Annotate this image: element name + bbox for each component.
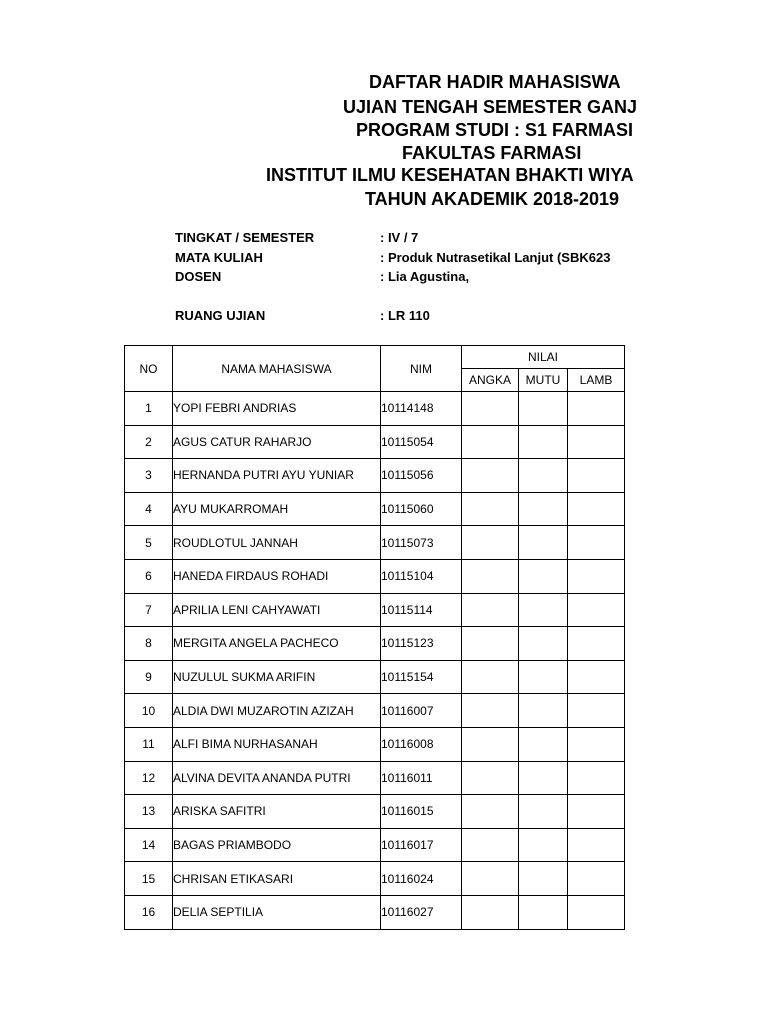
nilai-mutu-cell[interactable] bbox=[519, 459, 568, 493]
nilai-lamb-cell[interactable] bbox=[568, 828, 625, 862]
title-line-3: PROGRAM STUDI : S1 FARMASI bbox=[356, 120, 634, 140]
nilai-angka-cell[interactable] bbox=[462, 526, 519, 560]
exam-info bbox=[0, 0, 768, 340]
nilai-lamb-cell[interactable] bbox=[568, 459, 625, 493]
row-number: 10 bbox=[125, 694, 173, 728]
student-name: HANEDA FIRDAUS ROHADI bbox=[173, 559, 381, 593]
row-number: 14 bbox=[125, 828, 173, 862]
table-row bbox=[125, 727, 625, 761]
table-row bbox=[125, 627, 625, 661]
table-row bbox=[125, 761, 625, 795]
matkul-label: MATA KULIAH bbox=[175, 250, 263, 265]
nilai-angka-cell[interactable] bbox=[462, 425, 519, 459]
nilai-angka-cell[interactable] bbox=[462, 828, 519, 862]
student-name: BAGAS PRIAMBODO bbox=[173, 828, 381, 862]
table-row bbox=[125, 392, 625, 426]
nilai-lamb-cell[interactable] bbox=[568, 795, 625, 829]
table-row bbox=[125, 492, 625, 526]
nilai-angka-cell[interactable] bbox=[462, 492, 519, 526]
row-number: 15 bbox=[125, 862, 173, 896]
student-name: AGUS CATUR RAHARJO bbox=[173, 425, 381, 459]
student-nim: 10116007 bbox=[381, 694, 462, 728]
student-nim: 10114148 bbox=[381, 392, 462, 426]
nilai-mutu-cell[interactable] bbox=[519, 593, 568, 627]
table-row bbox=[125, 862, 625, 896]
student-name: HERNANDA PUTRI AYU YUNIAR bbox=[173, 459, 381, 493]
nilai-angka-cell[interactable] bbox=[462, 459, 519, 493]
student-name: NUZULUL SUKMA ARIFIN bbox=[173, 660, 381, 694]
title-line-6: TAHUN AKADEMIK 2018-2019 bbox=[365, 189, 620, 209]
header-mutu: MUTU bbox=[519, 369, 568, 392]
student-nim: 10116008 bbox=[381, 727, 462, 761]
row-number: 16 bbox=[125, 895, 173, 929]
nilai-mutu-cell[interactable] bbox=[519, 392, 568, 426]
header-no: NO bbox=[125, 346, 173, 392]
table-row bbox=[125, 559, 625, 593]
student-nim: 10115073 bbox=[381, 526, 462, 560]
nilai-mutu-cell[interactable] bbox=[519, 795, 568, 829]
nilai-mutu-cell[interactable] bbox=[519, 559, 568, 593]
nilai-lamb-cell[interactable] bbox=[568, 694, 625, 728]
row-number: 1 bbox=[125, 392, 173, 426]
student-nim: 10116027 bbox=[381, 895, 462, 929]
student-nim: 10116024 bbox=[381, 862, 462, 896]
nilai-lamb-cell[interactable] bbox=[568, 526, 625, 560]
row-number: 3 bbox=[125, 459, 173, 493]
nilai-mutu-cell[interactable] bbox=[519, 492, 568, 526]
student-nim: 10115056 bbox=[381, 459, 462, 493]
student-name: ARISKA SAFITRI bbox=[173, 795, 381, 829]
nilai-angka-cell[interactable] bbox=[462, 392, 519, 426]
title-line-1: DAFTAR HADIR MAHASISWA bbox=[369, 72, 621, 92]
row-number: 4 bbox=[125, 492, 173, 526]
matkul-value: : Produk Nutrasetikal Lanjut (SBK623 bbox=[380, 250, 611, 265]
nilai-mutu-cell[interactable] bbox=[519, 727, 568, 761]
table-row bbox=[125, 593, 625, 627]
tingkat-label: TINGKAT / SEMESTER bbox=[175, 230, 315, 245]
student-name: MERGITA ANGELA PACHECO bbox=[173, 627, 381, 661]
nilai-lamb-cell[interactable] bbox=[568, 492, 625, 526]
nilai-mutu-cell[interactable] bbox=[519, 862, 568, 896]
nilai-lamb-cell[interactable] bbox=[568, 895, 625, 929]
nilai-mutu-cell[interactable] bbox=[519, 425, 568, 459]
row-number: 9 bbox=[125, 660, 173, 694]
dosen-label: DOSEN bbox=[175, 269, 222, 284]
nilai-lamb-cell[interactable] bbox=[568, 627, 625, 661]
student-name: AYU MUKARROMAH bbox=[173, 492, 381, 526]
student-name: DELIA SEPTILIA bbox=[173, 895, 381, 929]
table-row bbox=[125, 526, 625, 560]
table-row bbox=[125, 694, 625, 728]
header-angka: ANGKA bbox=[462, 369, 519, 392]
row-number: 11 bbox=[125, 727, 173, 761]
attendance-table bbox=[124, 345, 625, 930]
student-nim: 10116015 bbox=[381, 795, 462, 829]
title-line-5: INSTITUT ILMU KESEHATAN BHAKTI WIYA bbox=[266, 165, 634, 185]
row-number: 13 bbox=[125, 795, 173, 829]
nilai-angka-cell[interactable] bbox=[462, 761, 519, 795]
row-number: 7 bbox=[125, 593, 173, 627]
table-row bbox=[125, 895, 625, 929]
title-line-2: UJIAN TENGAH SEMESTER GANJ bbox=[343, 97, 638, 117]
student-nim: 10115123 bbox=[381, 627, 462, 661]
table-row bbox=[125, 828, 625, 862]
student-name: ROUDLOTUL JANNAH bbox=[173, 526, 381, 560]
row-number: 5 bbox=[125, 526, 173, 560]
student-nim: 10115114 bbox=[381, 593, 462, 627]
ruang-value: : LR 110 bbox=[380, 308, 430, 323]
table-row bbox=[125, 459, 625, 493]
table-row bbox=[125, 425, 625, 459]
student-nim: 10116011 bbox=[381, 761, 462, 795]
nilai-lamb-cell[interactable] bbox=[568, 862, 625, 896]
nilai-lamb-cell[interactable] bbox=[568, 593, 625, 627]
header-nilai: NILAI bbox=[462, 346, 625, 369]
student-nim: 10115060 bbox=[381, 492, 462, 526]
nilai-angka-cell[interactable] bbox=[462, 559, 519, 593]
nilai-lamb-cell[interactable] bbox=[568, 425, 625, 459]
nilai-mutu-cell[interactable] bbox=[519, 694, 568, 728]
row-number: 6 bbox=[125, 559, 173, 593]
nilai-lamb-cell[interactable] bbox=[568, 559, 625, 593]
table-row bbox=[125, 795, 625, 829]
student-name: APRILIA LENI CAHYAWATI bbox=[173, 593, 381, 627]
row-number: 8 bbox=[125, 627, 173, 661]
student-name: ALDIA DWI MUZAROTIN AZIZAH bbox=[173, 694, 381, 728]
nilai-angka-cell[interactable] bbox=[462, 727, 519, 761]
nilai-angka-cell[interactable] bbox=[462, 862, 519, 896]
nilai-lamb-cell[interactable] bbox=[568, 660, 625, 694]
nilai-mutu-cell[interactable] bbox=[519, 895, 568, 929]
header-nim: NIM bbox=[381, 346, 462, 392]
nilai-angka-cell[interactable] bbox=[462, 795, 519, 829]
nilai-lamb-cell[interactable] bbox=[568, 727, 625, 761]
nilai-angka-cell[interactable] bbox=[462, 593, 519, 627]
nilai-angka-cell[interactable] bbox=[462, 627, 519, 661]
student-nim: 10115104 bbox=[381, 559, 462, 593]
student-name: CHRISAN ETIKASARI bbox=[173, 862, 381, 896]
nilai-angka-cell[interactable] bbox=[462, 694, 519, 728]
row-number: 2 bbox=[125, 425, 173, 459]
header-nama: NAMA MAHASISWA bbox=[173, 346, 381, 392]
table-row bbox=[125, 660, 625, 694]
student-nim: 10116017 bbox=[381, 828, 462, 862]
nilai-mutu-cell[interactable] bbox=[519, 828, 568, 862]
student-nim: 10115054 bbox=[381, 425, 462, 459]
nilai-mutu-cell[interactable] bbox=[519, 526, 568, 560]
tingkat-value: : IV / 7 bbox=[380, 230, 419, 245]
header-lamb: LAMB bbox=[568, 369, 625, 392]
nilai-angka-cell[interactable] bbox=[462, 895, 519, 929]
nilai-angka-cell[interactable] bbox=[462, 660, 519, 694]
title-line-4: FAKULTAS FARMASI bbox=[402, 143, 582, 163]
student-name: ALVINA DEVITA ANANDA PUTRI bbox=[173, 761, 381, 795]
row-number: 12 bbox=[125, 761, 173, 795]
student-name: YOPI FEBRI ANDRIAS bbox=[173, 392, 381, 426]
ruang-label: RUANG UJIAN bbox=[175, 308, 266, 323]
nilai-mutu-cell[interactable] bbox=[519, 660, 568, 694]
student-nim: 10115154 bbox=[381, 660, 462, 694]
nilai-lamb-cell[interactable] bbox=[568, 392, 625, 426]
table-body bbox=[125, 392, 625, 930]
dosen-value: : Lia Agustina, bbox=[380, 269, 470, 284]
student-name: ALFI BIMA NURHASANAH bbox=[173, 727, 381, 761]
nilai-mutu-cell[interactable] bbox=[519, 627, 568, 661]
nilai-mutu-cell[interactable] bbox=[519, 761, 568, 795]
nilai-lamb-cell[interactable] bbox=[568, 761, 625, 795]
